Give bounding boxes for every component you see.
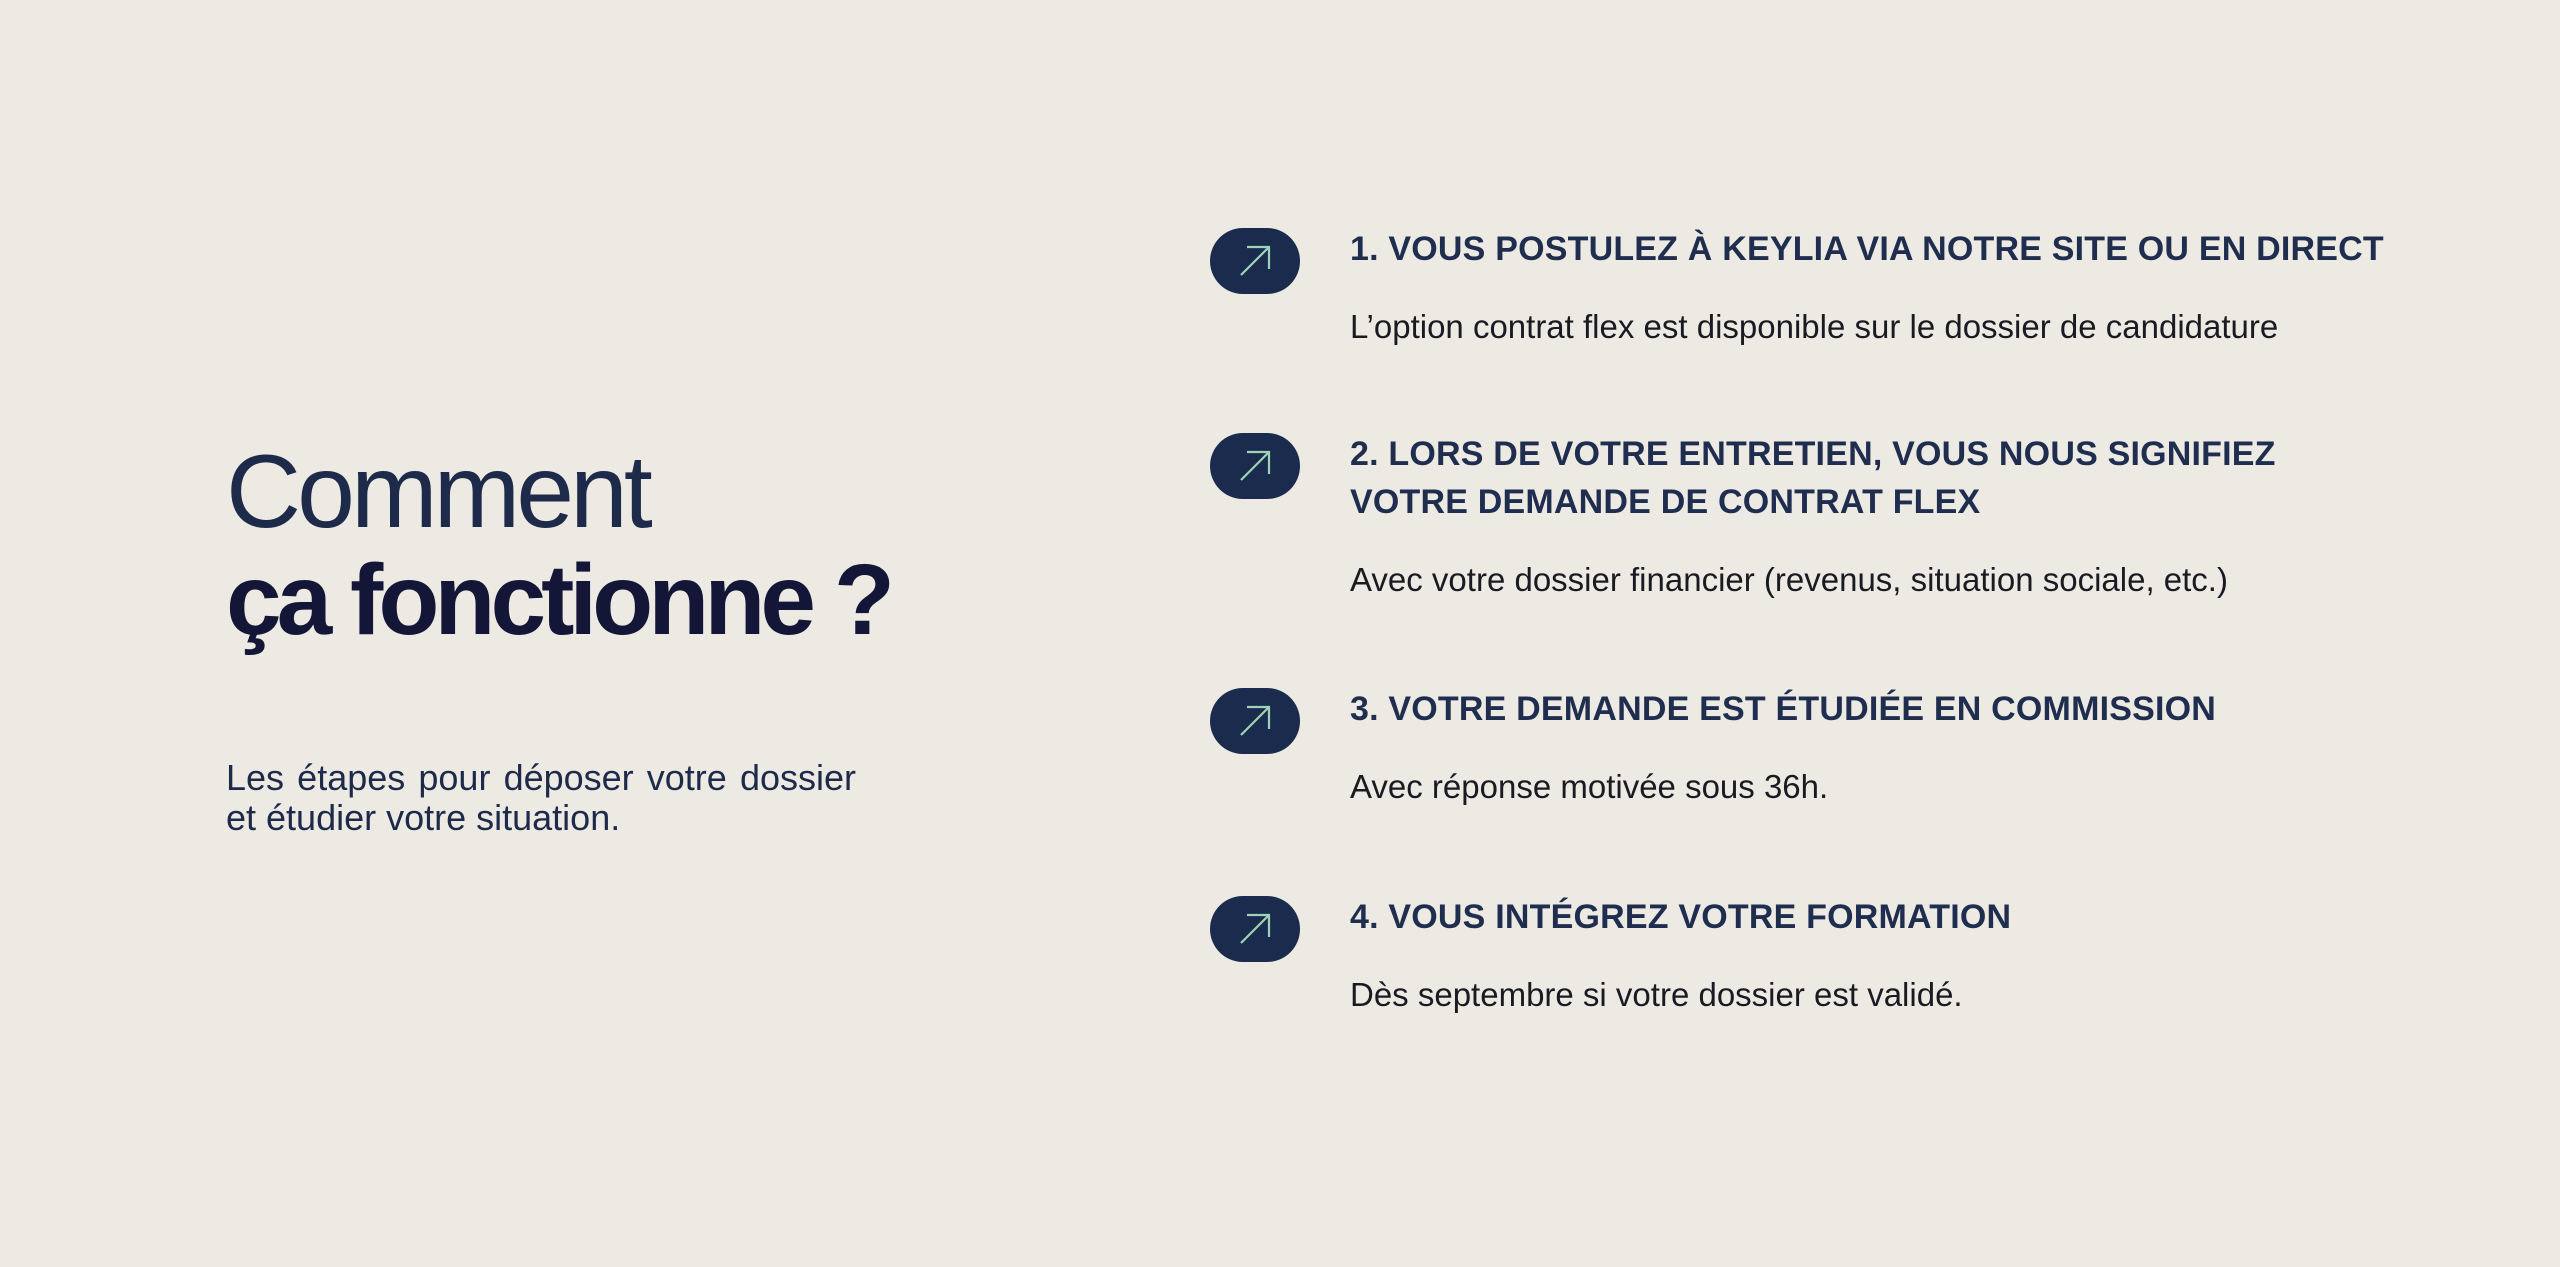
page-title-line-1: Comment	[226, 434, 649, 550]
step-title-line: 2. LORS DE VOTRE ENTRETIEN, VOUS NOUS SIGNIFIEZ	[1350, 435, 2276, 473]
intro-section	[226, 434, 890, 838]
page-title-line-2: ça fonctionne ?	[226, 544, 890, 656]
step-title	[1350, 685, 2216, 733]
arrow-up-right-icon	[1210, 896, 1300, 962]
step-title	[1350, 893, 2011, 941]
step-description: Avec votre dossier financier (revenus, situation sociale, etc.)	[1350, 561, 2228, 598]
step-item-3	[1210, 685, 2216, 807]
step-item-1	[1210, 225, 2384, 347]
arrow-up-right-icon	[1210, 228, 1300, 294]
step-item-2	[1210, 430, 2276, 600]
step-description: Dès septembre si votre dossier est validé.	[1350, 976, 1963, 1013]
page-subtitle: Les étapes pour déposer votre dossier et étudier votre situation.	[226, 757, 856, 838]
arrow-up-right-icon	[1210, 688, 1300, 754]
step-title	[1350, 225, 2384, 273]
step-title-line: 3. VOTRE DEMANDE EST ÉTUDIÉE EN COMMISSION	[1350, 690, 2217, 728]
step-title-line: 4. VOUS INTÉGREZ VOTRE FORMATION	[1350, 898, 2012, 936]
step-title	[1350, 430, 2276, 526]
arrow-up-right-icon	[1210, 433, 1300, 499]
step-description: L’option contrat flex est disponible sur le dossier de candidature	[1350, 308, 2279, 345]
step-title-line: VOTRE DEMANDE DE CONTRAT FLEX	[1350, 483, 1981, 521]
step-title-line: 1. VOUS POSTULEZ À KEYLIA VIA NOTRE SITE OU EN DIRECT	[1350, 230, 2384, 268]
step-description: Avec réponse motivée sous 36h.	[1350, 768, 1829, 805]
step-item-4	[1210, 893, 2011, 1015]
